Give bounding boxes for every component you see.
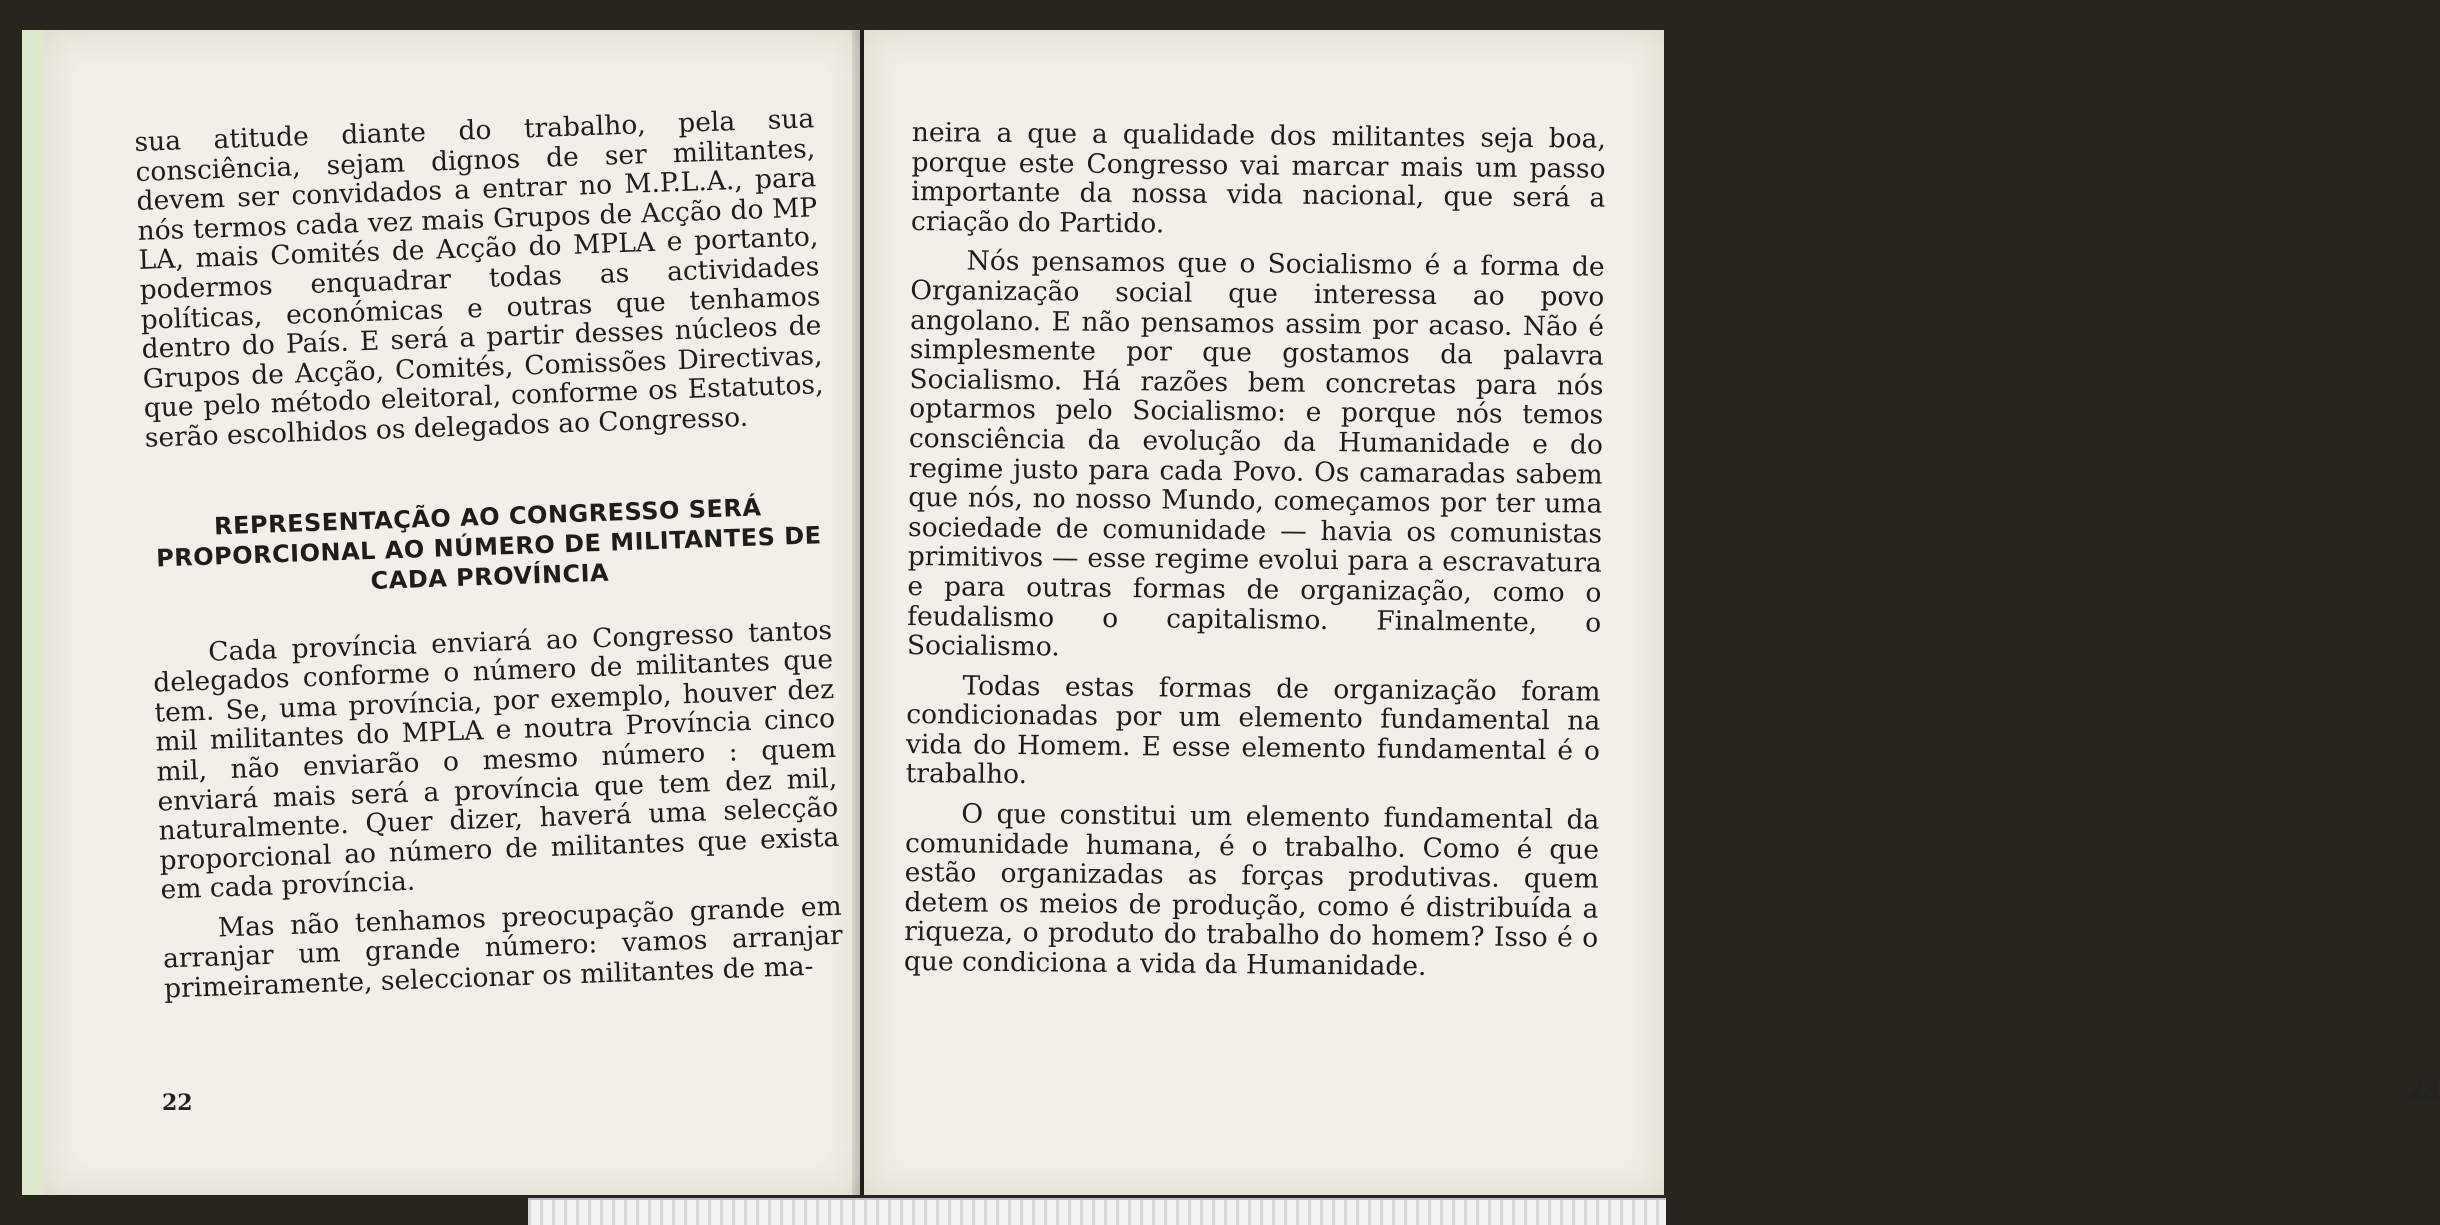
page-number-left: 22 (162, 1090, 193, 1116)
scale-ruler (528, 1198, 1666, 1225)
section-heading: REPRESENTAÇÃO AO CONGRESSO SERÁ PROPORCIONAL AO NÚMERO DE MILITANTES DE CADA PROVÍNCIA (155, 492, 822, 595)
left-paragraph-1: sua atitude diante do trabalho, pela sua consciência, sejam dignos de ser militantes, devem ser convidados a entrar no M.P.L.A., para nós termos cada vez mais Grupos de Acção do MP LA, mais Comités de Acção do MPLA e portanto, podermos enquadrar todas as actividades políticas, económicas e outras que tenhamos dentro do País. E será a partir desses núcleos de Grupos de Acção, Comités, Comissões Directivas, que pelo método eleitoral, conforme os Estatutos, serão escolhidos os delegados ao Congresso. (133, 103, 824, 454)
page-number-right: 23 (2409, 1078, 2440, 1104)
left-page (22, 30, 860, 1195)
left-page-text (134, 104, 845, 1014)
right-paragraph-2: Nós pensamos que o Socialismo é a forma de Organização social que interessa ao povo angolano. E não pensamos assim por acaso. Não é simplesmente por que gostamos da palavra Socialismo. Há razões bem concretas para nós optarmos pelo Socialismo: e porque nós temos consciência da evolução da Humanidade e do regime justo para cada Povo. Os camaradas sabem que nós, no nosso Mundo, começamos por ter uma sociedade de comunidade — havia os comunistas primitivos — esse regime evolui para a escravatura e para outras formas de organização, como o feudalismo o capitalismo. Finalmente, o Socialismo. (906, 245, 1605, 663)
right-page (864, 30, 2440, 1195)
open-book (22, 30, 2440, 1200)
right-paragraph-3: Todas estas formas de organização foram condicionadas por um elemento fundamental na vida do Homem. E esse elemento fundamental é o trabalho. (905, 670, 1601, 791)
left-paragraph-3: Mas não tenhamos preocupação grande em arranjar um grande número: vamos arranjar primeiramente, seleccionar os militantes de ma- (162, 890, 844, 1005)
right-paragraph-1: neira a que a qualidade dos militantes seja boa, porque este Congresso vai marcar mais um passo importante da nossa vida nacional, que será a criação do Partido. (910, 117, 1606, 240)
right-paragraph-4: O que constitui um elemento fundamental da comunidade humana, é o trabalho. Como é que estão organizadas as forças produtivas. quem detem os meios de produção, como é distribuída a riqueza, o produto do trabalho do homem? Isso é o que condiciona a vida da Humanidade. (903, 798, 1600, 983)
left-paragraph-2: Cada província enviará ao Congresso tantos delegados conforme o número de militantes que tem. Se, uma província, por exemplo, houver dez mil militantes do MPLA e noutra Província cinco mil, não enviarão o mesmo número : quem enviará mais será a província que tem dez mil, naturalmente. Quer dizer, haverá uma selecção proporcional ao número de militantes que exista em cada província. (152, 614, 840, 906)
right-page-text (904, 118, 1606, 993)
